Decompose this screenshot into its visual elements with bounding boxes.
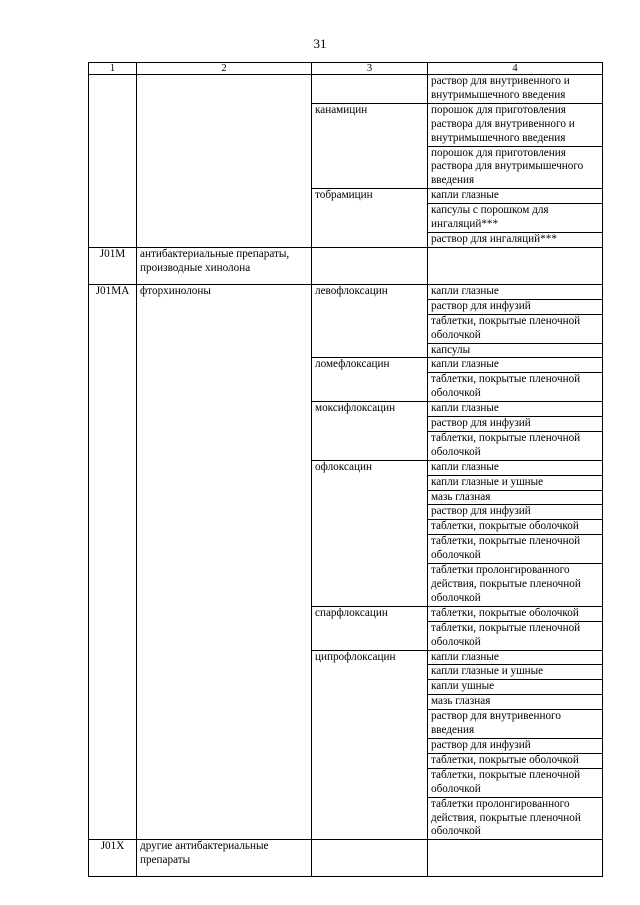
dosage-form-cell: капли ушные [428,680,603,695]
dosage-form-cell: капли глазные [428,402,603,417]
dosage-form-cell: таблетки пролонгированного действия, покрытые пленочной оболочкой [428,564,603,607]
dosage-form-cell: капсулы [428,343,603,358]
atc-code-cell [89,75,137,248]
dosage-form-cell: раствор для инфузий [428,417,603,432]
dosage-form-cell: таблетки, покрытые пленочной оболочкой [428,373,603,402]
dosage-form-cell: порошок для приготовления раствора для внутривенного и внутримышечного введения [428,103,603,146]
dosage-form-cell: капли глазные и ушные [428,475,603,490]
atc-group-cell [137,75,312,248]
header-row [89,63,603,75]
dosage-form-cell: таблетки, покрытые пленочной оболочкой [428,621,603,650]
dosage-form-cell: таблетки, покрытые оболочкой [428,606,603,621]
table-row [89,75,603,104]
atc-group-cell: фторхинолоны [137,284,312,839]
dosage-form-cell: капли глазные [428,650,603,665]
dosage-form-cell: мазь глазная [428,695,603,710]
atc-group-cell: антибактериальные препараты, производные хинолона [137,247,312,284]
atc-code-cell: J01M [89,247,137,284]
drug-name-cell [312,247,428,284]
dosage-form-cell: капли глазные [428,284,603,299]
dosage-form-cell: таблетки, покрытые пленочной оболочкой [428,431,603,460]
table-body [89,75,603,877]
dosage-form-cell [428,247,603,284]
drug-name-cell [312,840,428,877]
dosage-form-cell [428,840,603,877]
drug-name-cell: офлоксацин [312,460,428,606]
drug-name-cell: левофлоксацин [312,284,428,358]
dosage-form-cell: капли глазные [428,460,603,475]
dosage-form-cell: капсулы с порошком для ингаляций*** [428,204,603,233]
dosage-form-cell: таблетки, покрытые пленочной оболочкой [428,535,603,564]
dosage-form-cell: мазь глазная [428,490,603,505]
drug-name-cell: спарфлоксацин [312,606,428,650]
dosage-form-cell: капли глазные [428,189,603,204]
drug-name-cell: тобрамицин [312,189,428,248]
dosage-form-cell: раствор для инфузий [428,738,603,753]
col-header-4: 4 [428,63,603,75]
table-row [89,840,603,877]
page-number: 31 [313,36,327,51]
dosage-form-cell: таблетки, покрытые оболочкой [428,520,603,535]
col-header-2: 2 [137,63,312,75]
col-header-3: 3 [312,63,428,75]
dosage-form-cell: порошок для приготовления раствора для внутримышечного введения [428,146,603,189]
drug-name-cell: ломефлоксацин [312,358,428,402]
dosage-form-cell: раствор для инфузий [428,505,603,520]
atc-group-cell: другие антибактериальные препараты [137,840,312,877]
dosage-form-cell: таблетки, покрытые пленочной оболочкой [428,768,603,797]
drug-name-cell: канамицин [312,103,428,188]
dosage-form-cell: таблетки, покрытые пленочной оболочкой [428,314,603,343]
atc-code-cell: J01MA [89,284,137,839]
dosage-form-cell: раствор для инфузий [428,299,603,314]
drug-table [88,62,603,877]
drug-name-cell: ципрофлоксацин [312,650,428,840]
dosage-form-cell: капли глазные [428,358,603,373]
dosage-form-cell: таблетки, покрытые оболочкой [428,753,603,768]
drug-name-cell [312,75,428,104]
atc-code-cell: J01X [89,840,137,877]
dosage-form-cell: раствор для внутривенного введения [428,710,603,739]
dosage-form-cell: таблетки пролонгированного действия, покрытые пленочной оболочкой [428,797,603,840]
dosage-form-cell: раствор для внутривенного и внутримышечного введения [428,75,603,104]
col-header-1: 1 [89,63,137,75]
table-row [89,247,603,284]
dosage-form-cell: капли глазные и ушные [428,665,603,680]
table-row [89,284,603,299]
dosage-form-cell: раствор для ингаляций*** [428,232,603,247]
drug-name-cell: моксифлоксацин [312,402,428,461]
